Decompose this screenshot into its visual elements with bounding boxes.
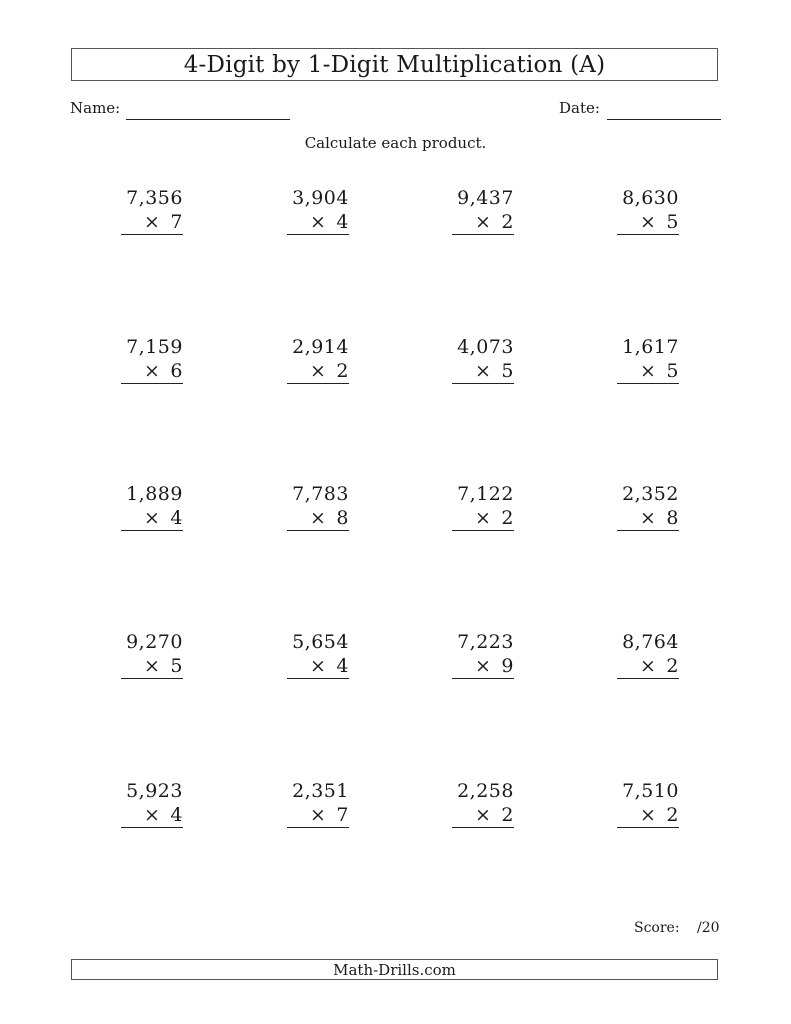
multiplicand: 7,122 <box>457 483 514 505</box>
multiplier-row <box>452 359 514 384</box>
multiplier-row <box>452 803 514 828</box>
problem-6 <box>287 335 349 384</box>
times-icon: × <box>474 211 492 233</box>
multiplicand: 7,783 <box>292 483 349 505</box>
times-icon: × <box>474 507 492 529</box>
multiplier: 4 <box>336 211 349 233</box>
multiplier: 7 <box>170 211 183 233</box>
multiplier: 8 <box>336 507 349 529</box>
problem-15 <box>452 630 514 679</box>
multiplier: 5 <box>170 655 183 677</box>
problem-13 <box>121 630 183 679</box>
multiplicand: 7,223 <box>457 631 514 653</box>
multiplier-row <box>287 506 349 531</box>
multiplier-row <box>287 654 349 679</box>
worksheet-title: 4-Digit by 1-Digit Multiplication (A) <box>71 48 718 81</box>
multiplier-row <box>121 359 183 384</box>
problem-9 <box>121 482 183 531</box>
multiplier-row <box>287 210 349 235</box>
times-icon: × <box>309 211 327 233</box>
problem-18 <box>287 779 349 828</box>
times-icon: × <box>143 360 161 382</box>
multiplier-row <box>617 359 679 384</box>
name-label: Name: <box>70 99 121 117</box>
multiplicand: 2,351 <box>292 780 349 802</box>
multiplier-row <box>287 803 349 828</box>
multiplier-row <box>121 803 183 828</box>
problem-2 <box>287 186 349 235</box>
multiplier: 2 <box>501 804 514 826</box>
times-icon: × <box>143 507 161 529</box>
times-icon: × <box>309 360 327 382</box>
multiplier: 8 <box>666 507 679 529</box>
multiplier: 6 <box>170 360 183 382</box>
problem-3 <box>452 186 514 235</box>
multiplier-row <box>452 210 514 235</box>
multiplicand: 2,352 <box>622 483 679 505</box>
multiplier-row <box>121 210 183 235</box>
multiplicand: 8,630 <box>622 187 679 209</box>
multiplier: 4 <box>170 507 183 529</box>
date-label: Date: <box>559 99 600 117</box>
multiplicand: 3,904 <box>292 187 349 209</box>
multiplicand: 7,510 <box>622 780 679 802</box>
score-total: /20 <box>697 920 720 936</box>
multiplier-row <box>121 506 183 531</box>
multiplier-row <box>452 654 514 679</box>
times-icon: × <box>474 360 492 382</box>
multiplier: 5 <box>666 211 679 233</box>
instructions: Calculate each product. <box>304 134 487 152</box>
multiplier: 2 <box>666 655 679 677</box>
multiplier: 2 <box>501 211 514 233</box>
times-icon: × <box>143 655 161 677</box>
problem-5 <box>121 335 183 384</box>
times-icon: × <box>309 507 327 529</box>
problem-19 <box>452 779 514 828</box>
multiplier: 4 <box>170 804 183 826</box>
problem-1 <box>121 186 183 235</box>
problem-7 <box>452 335 514 384</box>
multiplier: 7 <box>336 804 349 826</box>
multiplier-row <box>452 506 514 531</box>
problem-14 <box>287 630 349 679</box>
multiplicand: 4,073 <box>457 336 514 358</box>
times-icon: × <box>474 804 492 826</box>
problem-10 <box>287 482 349 531</box>
multiplicand: 8,764 <box>622 631 679 653</box>
times-icon: × <box>639 507 657 529</box>
times-icon: × <box>309 655 327 677</box>
multiplier: 9 <box>501 655 514 677</box>
footer-site: Math-Drills.com <box>71 959 718 980</box>
multiplier-row <box>121 654 183 679</box>
problem-20 <box>617 779 679 828</box>
multiplier-row <box>287 359 349 384</box>
times-icon: × <box>639 655 657 677</box>
multiplier-row <box>617 803 679 828</box>
multiplier: 5 <box>501 360 514 382</box>
multiplicand: 7,356 <box>126 187 183 209</box>
multiplier: 2 <box>336 360 349 382</box>
multiplicand: 5,654 <box>292 631 349 653</box>
times-icon: × <box>143 804 161 826</box>
multiplicand: 7,159 <box>126 336 183 358</box>
multiplicand: 9,270 <box>126 631 183 653</box>
multiplicand: 9,437 <box>457 187 514 209</box>
multiplier-row <box>617 210 679 235</box>
problem-4 <box>617 186 679 235</box>
multiplicand: 5,923 <box>126 780 183 802</box>
date-field[interactable] <box>607 119 721 120</box>
problem-11 <box>452 482 514 531</box>
score-label: Score: <box>634 920 680 936</box>
multiplier-row <box>617 654 679 679</box>
name-field[interactable] <box>126 119 290 120</box>
times-icon: × <box>639 804 657 826</box>
multiplier-row <box>617 506 679 531</box>
problem-16 <box>617 630 679 679</box>
multiplicand: 2,258 <box>457 780 514 802</box>
times-icon: × <box>143 211 161 233</box>
multiplier: 2 <box>666 804 679 826</box>
times-icon: × <box>639 360 657 382</box>
problem-8 <box>617 335 679 384</box>
multiplier: 4 <box>336 655 349 677</box>
problem-17 <box>121 779 183 828</box>
times-icon: × <box>639 211 657 233</box>
multiplicand: 1,617 <box>622 336 679 358</box>
times-icon: × <box>309 804 327 826</box>
multiplier: 5 <box>666 360 679 382</box>
times-icon: × <box>474 655 492 677</box>
multiplier: 2 <box>501 507 514 529</box>
problem-12 <box>617 482 679 531</box>
multiplicand: 2,914 <box>292 336 349 358</box>
multiplicand: 1,889 <box>126 483 183 505</box>
